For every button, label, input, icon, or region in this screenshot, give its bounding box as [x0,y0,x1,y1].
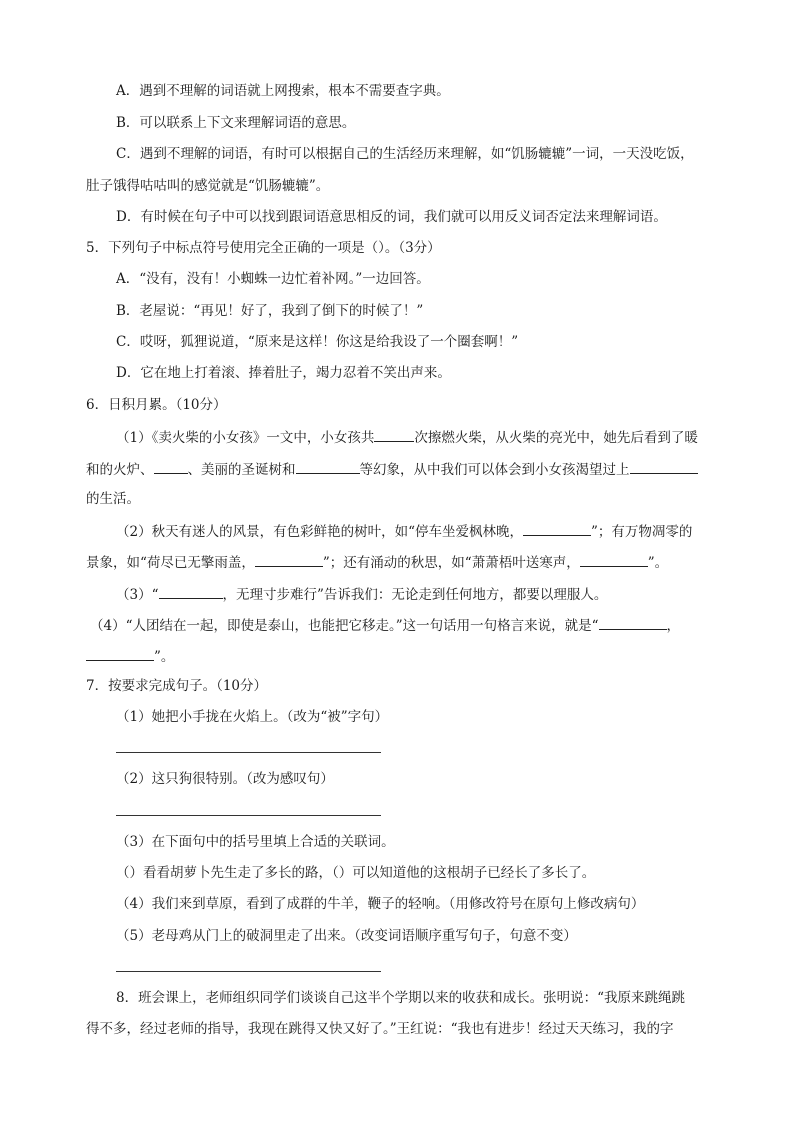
q6-p2-blank-3[interactable] [580,552,648,567]
q6-part1-line2 [86,459,698,479]
q6-p2-text-c: 景象，如“荷尽已无擎雨盖， [86,555,255,571]
q7-answer-line-2[interactable] [116,815,381,816]
q6-p3-text-a: （3）“ [116,587,159,603]
q6-p4-text-a: （4）“人团结在一起，即使是泰山，也能把它移走。”这一句话用一句格言来说，就是“ [90,618,599,634]
q6-p1-blank-vision3[interactable] [296,459,360,474]
q6-p1-text-e: 等幻象，从中我们可以体会到小女孩渴望过上 [359,462,630,478]
q4-option-c-line2: 肚子饿得咕咕叫的感觉就是“饥肠辘辘”。 [86,178,330,194]
q8-line-2: 得不多，经过老师的指导，我现在跳得又快又好了。”王红说：“我也有进步！经过天天练习，我的字 [86,1021,674,1037]
q7-sentence-3: （3）在下面句中的括号里填上合适的关联词。 [116,834,395,850]
q8-line-1: 8．班会课上，老师组织同学们谈谈自己这半个学期以来的收获和成长。张明说：“我原来跳绳跳 [116,990,685,1006]
q6-p2-text-a: （2）秋天有迷人的风景，有色彩鲜艳的树叶，如“停车坐爱枫林晚， [116,524,523,540]
q6-p1-text-a: （1）《卖火柴的小女孩》一文中，小女孩共 [116,430,375,446]
q6-part3 [116,584,607,604]
q6-part2-line1 [116,521,692,541]
q6-p3-blank[interactable] [159,584,223,599]
q7-sentence-4: （4）我们来到草原，看到了成群的牛羊，鞭子的轻响。（用修改符号在原句上修改病句） [116,896,645,912]
q6-p4-text-b: ， [666,618,681,634]
q6-p4-text-c: ”。 [154,649,175,665]
q7-answer-line-5[interactable] [116,971,381,972]
q6-p2-blank-1[interactable] [523,521,591,536]
q4-option-b: B．可以联系上下文来理解词语的意思。 [116,115,356,131]
q6-p3-text-b: ，无理寸步难行”告诉我们：无论走到任何地方，都要以理服人。 [222,587,608,603]
q6-p2-text-e: ”。 [647,555,669,571]
q5-option-a: A．“没有，没有！小蜘蛛一边忙着补网。”一边回答。 [116,271,430,287]
q6-p1-text-b: 次擦燃火柴，从火柴的亮光中，她先后看到了暖 [414,430,698,446]
q6-part2-line2 [86,552,668,572]
q4-option-c-line1: C．遇到不理解的词语，有时可以根据自己的生活经历来理解，如“饥肠辘辘”一词，一天没吃饭， [116,146,694,162]
q4-option-a: A．遇到不理解的词语就上网搜索，根本不需要查字典。 [116,83,450,99]
q7-sentence-3-line: （）看看胡萝卜先生走了多长的路，（）可以知道他的这根胡子已经长了多长了。 [116,865,596,881]
q6-p1-blank-vision2[interactable] [154,459,188,474]
q6-p1-text-c: 和的火炉、 [86,462,154,478]
q6-p1-blank-life[interactable] [630,459,698,474]
q7-stem: 7．按要求完成句子。（10分） [86,678,268,694]
q6-part4-line2 [86,646,174,666]
q7-sentence-5: （5）老母鸡从门上的破洞里走了出来。（改变词语顺序重写句子，句意不变） [116,928,577,944]
q6-stem: 6．日积月累。（10分） [86,397,227,413]
q6-part1-line3: 的生活。 [86,491,140,507]
q6-p4-blank-2[interactable] [86,646,154,661]
q6-p1-text-d: 、美丽的圣诞树和 [187,462,296,478]
q5-option-c: C．哎呀，狐狸说道，“原来是这样！你这是给我设了一个圈套啊！” [116,334,519,350]
q6-p2-text-b: ”；有万物凋零的 [591,524,693,540]
q6-p2-blank-2[interactable] [255,552,323,567]
q6-p1-blank-count[interactable] [374,427,414,442]
q7-answer-line-1[interactable] [116,752,381,753]
q7-sentence-1: （1）她把小手拢在火焰上。（改为“被”字句） [116,709,389,725]
q5-option-b: B．老屋说：“再见！好了，我到了倒下的时候了！” [116,303,424,319]
q6-part1-line1 [116,427,698,447]
q6-part4-line1 [90,615,680,635]
q5-option-d: D．它在地上打着滚、捧着肚子，竭力忍着不笑出声来。 [116,365,451,381]
q6-p4-blank-1[interactable] [599,615,667,630]
q4-option-d: D．有时候在句子中可以找到跟词语意思相反的词，我们就可以用反义词否定法来理解词语。 [116,209,667,225]
q7-sentence-2: （2）这只狗很特别。（改为感叹句） [116,771,334,787]
q5-stem: 5．下列句子中标点符号使用完全正确的一项是（）。（3分） [86,240,441,256]
q6-p2-text-d: ”；还有涌动的秋思，如“萧萧梧叶送寒声， [322,555,580,571]
